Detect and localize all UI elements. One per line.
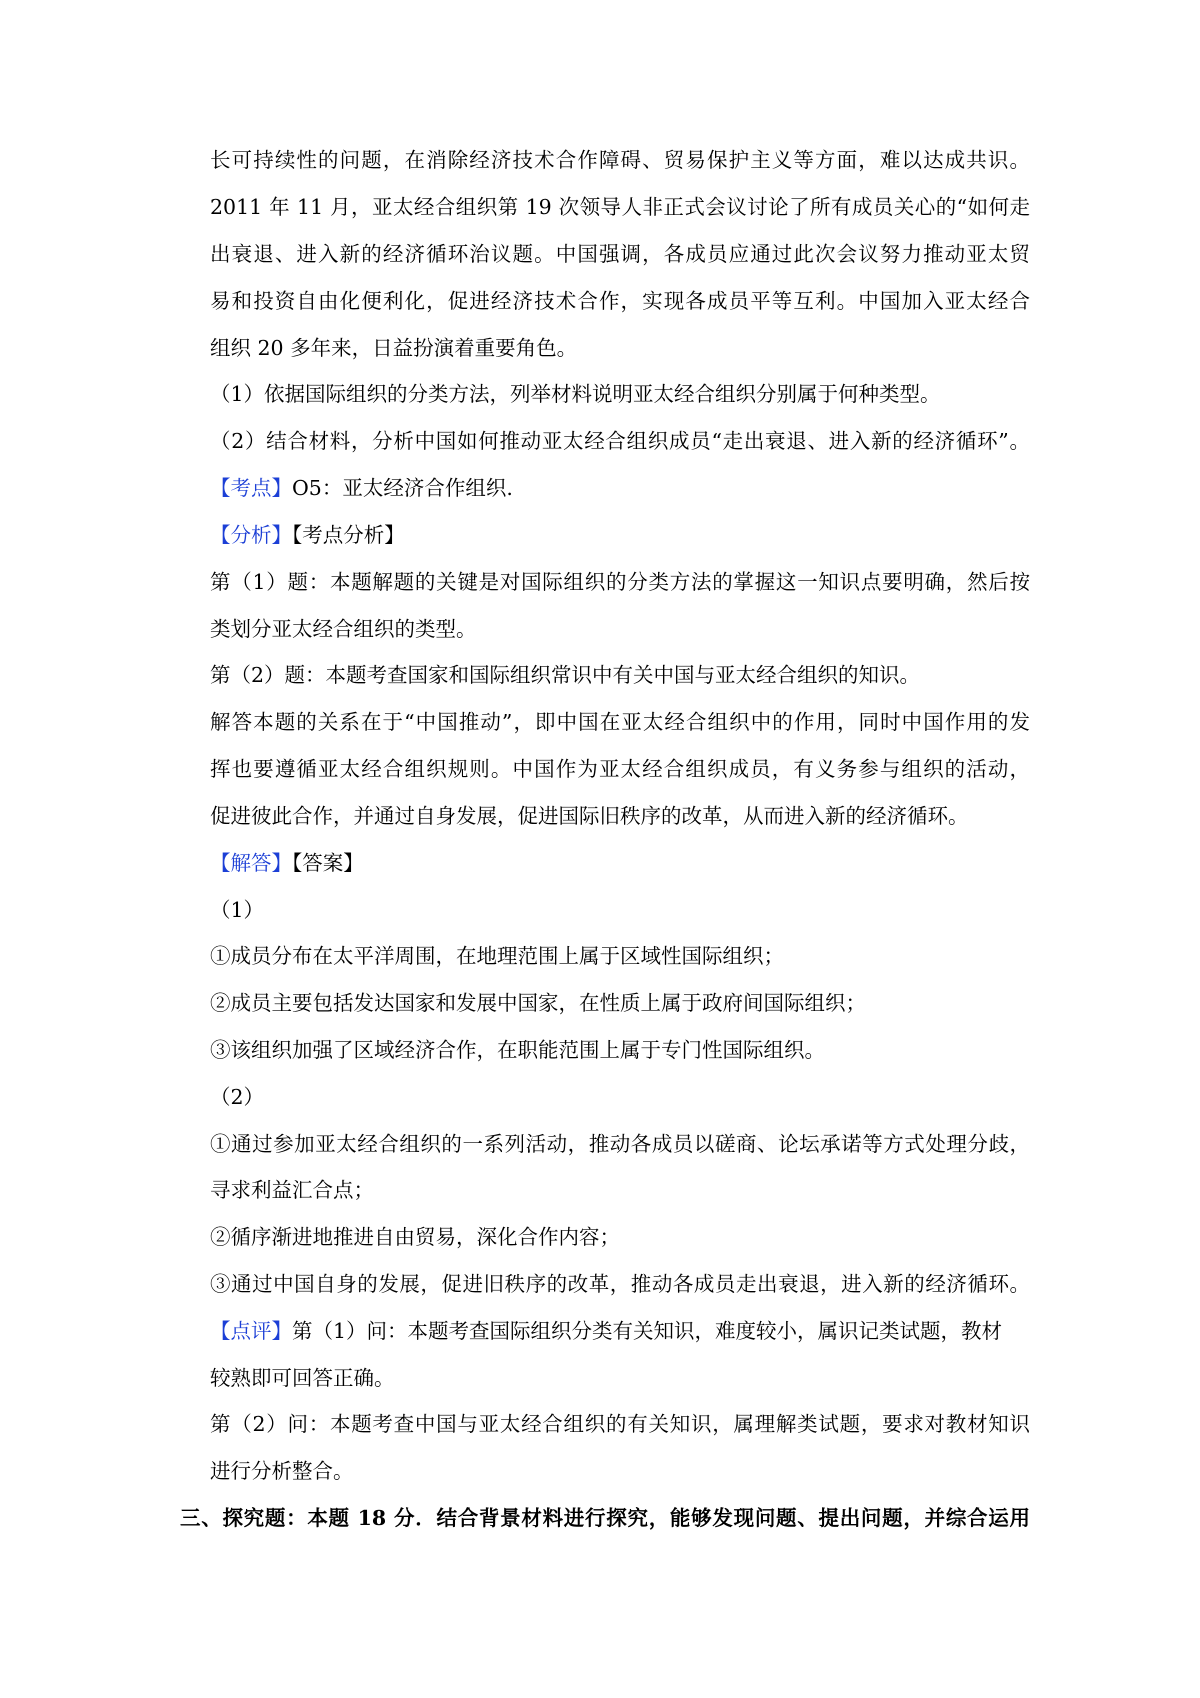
answer-line: ①成员分布在太平洋周围，在地理范围上属于区域性国际组织； [210,944,784,968]
section-heading: 三、探究题：本题 18 分．结合背景材料进行探究，能够发现问题、提出问题，并综合运用 [180,1506,1030,1530]
kaodian-tag: 【考点】 [210,476,292,500]
analysis-line: 解答本题的关系在于“中国推动”，即中国在亚太经合组织中的作用，同时中国作用的发 [210,710,1030,734]
comment-line: 较熟即可回答正确。 [210,1366,395,1390]
question-2: （2）结合材料，分析中国如何推动亚太经合组织成员“走出衰退、进入新的经济循环”。 [210,429,1030,453]
answer-line: ③该组织加强了区域经济合作，在职能范围上属于专门性国际组织。 [210,1038,825,1062]
paragraph-line: 组织 20 多年来，日益扮演着重要角色。 [210,336,578,360]
analysis-line: 促进彼此合作，并通过自身发展，促进国际旧秩序的改革，从而进入新的经济循环。 [210,804,969,828]
comment-line: 第（2）问：本题考查中国与亚太经合组织的有关知识，属理解类试题，要求对教材知识 [210,1412,1030,1436]
jieda-text: 【答案】 [292,851,364,875]
answer-line: ②循序渐进地推进自由贸易，深化合作内容； [210,1225,620,1249]
answer-line: ②成员主要包括发达国家和发展中国家，在性质上属于政府间国际组织； [210,991,866,1015]
analysis-line: 挥也要遵循亚太经合组织规则。中国作为亚太经合组织成员，有义务参与组织的活动， [210,757,1030,781]
jieda-tag: 【解答】 [210,851,292,875]
fenxi-line [210,521,1030,549]
answer-line: ①通过参加亚太经合组织的一系列活动，推动各成员以磋商、论坛承诺等方式处理分歧， [210,1132,1030,1156]
dianping-line [210,1317,1030,1345]
analysis-line: 第（1）题：本题解题的关键是对国际组织的分类方法的掌握这一知识点要明确，然后按 [210,570,1030,594]
paragraph-line: 2011 年 11 月，亚太经合组织第 19 次领导人非正式会议讨论了所有成员关心的“如何走 [210,195,1030,219]
answer-line: 寻求利益汇合点； [210,1178,374,1202]
analysis-line: 第（2）题：本题考查国家和国际组织常识中有关中国与亚太经合组织的知识。 [210,663,921,687]
jieda-line [210,849,1030,877]
comment-line: 进行分析整合。 [210,1459,354,1483]
dianping-text: 第（1）问：本题考查国际组织分类有关知识，难度较小，属识记类试题，教材 [292,1319,1003,1343]
answer-line: （1） [210,898,265,922]
answer-line: ③通过中国自身的发展，促进旧秩序的改革，推动各成员走出衰退，进入新的经济循环。 [210,1272,1030,1296]
paragraph-line: 易和投资自由化便利化，促进经济技术合作，实现各成员平等互利。中国加入亚太经合 [210,289,1030,313]
question-1: （1）依据国际组织的分类方法，列举材料说明亚太经合组织分别属于何种类型。 [210,382,941,406]
kaodian-line [210,474,1030,502]
fenxi-text: 【考点分析】 [292,523,405,547]
dianping-tag: 【点评】 [210,1319,292,1343]
answer-line: （2） [210,1085,265,1109]
kaodian-text: O5：亚太经济合作组织. [292,476,513,500]
analysis-line: 类划分亚太经合组织的类型。 [210,617,477,641]
paragraph-line: 长可持续性的问题，在消除经济技术合作障碍、贸易保护主义等方面，难以达成共识。 [210,148,1030,172]
fenxi-tag: 【分析】 [210,523,292,547]
paragraph-line: 出衰退、进入新的经济循环治议题。中国强调，各成员应通过此次会议努力推动亚太贸 [210,242,1030,266]
